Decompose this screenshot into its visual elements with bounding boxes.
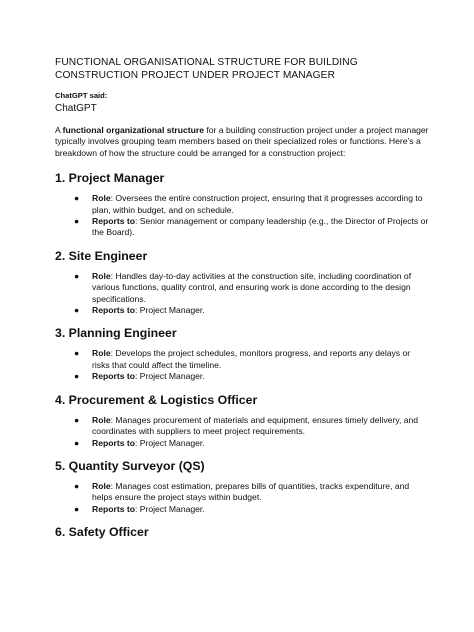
bullet-dot-icon: ● bbox=[74, 193, 80, 204]
reports-label: Reports to bbox=[92, 371, 135, 382]
bullet-list bbox=[55, 415, 430, 449]
section-heading: 1. Project Manager bbox=[55, 171, 165, 186]
bullet-dot-icon: ● bbox=[74, 348, 80, 359]
bullet-list bbox=[55, 271, 430, 317]
reports-label: Reports to bbox=[92, 503, 135, 514]
intro-paragraph bbox=[55, 125, 430, 159]
role-label: Role bbox=[92, 414, 111, 425]
section-safety-officer bbox=[55, 525, 430, 540]
role-label: Role bbox=[92, 193, 111, 204]
role-text: : Develops the project schedules, monitors progress, and reports any delays or risks that could affect the timeline. bbox=[92, 348, 411, 370]
section-heading: 4. Procurement & Logistics Officer bbox=[55, 392, 258, 407]
role-text: : Manages cost estimation, prepares bills of quantities, tracks expenditure, and helps ensure the project stays within budget. bbox=[92, 480, 410, 503]
role-text: : Handles day-to-day activities at the construction site, including coordination of various functions, quality control, and ensuring work is done according to the design specifications. bbox=[92, 270, 412, 304]
role-label: Role bbox=[92, 348, 111, 359]
bullet-list bbox=[55, 481, 430, 515]
section-heading: 3. Planning Engineer bbox=[55, 326, 177, 341]
bullet-reports-to bbox=[74, 503, 430, 515]
bullet-reports-to bbox=[74, 371, 430, 382]
section-quantity-surveyor bbox=[55, 459, 430, 515]
chatgpt-said-label: ChatGPT said: bbox=[55, 91, 108, 100]
bullet-dot-icon: ● bbox=[74, 270, 80, 281]
bullet-dot-icon: ● bbox=[74, 480, 80, 491]
bullet-reports-to bbox=[74, 216, 430, 239]
section-heading: 5. Quantity Surveyor (QS) bbox=[55, 458, 205, 473]
bullet-reports-to bbox=[74, 305, 430, 316]
bullet-reports-to bbox=[74, 437, 430, 449]
bullet-dot-icon: ● bbox=[74, 437, 80, 448]
reports-text: : Project Manager. bbox=[134, 371, 205, 382]
role-text: : Oversees the entire construction project, ensuring that it progresses according to plan, within budget, and on schedule. bbox=[92, 193, 423, 215]
bullet-role bbox=[74, 193, 430, 216]
reports-label: Reports to bbox=[92, 437, 135, 448]
bullet-role bbox=[74, 348, 430, 371]
document-title: FUNCTIONAL ORGANISATIONAL STRUCTURE FOR BUILDING CONSTRUCTION PROJECT UNDER PROJECT MANAGER bbox=[55, 57, 358, 81]
bullet-role bbox=[74, 414, 430, 438]
bullet-dot-icon: ● bbox=[74, 216, 80, 227]
document-page bbox=[55, 56, 430, 547]
bullet-role bbox=[74, 270, 430, 305]
intro-post: for a building construction project under a project manager typically involves grouping team members based on their specialized roles or functions. Here’s a breakdown of how the structure could be arranged for a construction project: bbox=[55, 125, 429, 158]
bullet-list bbox=[55, 193, 430, 239]
chatgpt-name: ChatGPT bbox=[55, 103, 97, 114]
bullet-role bbox=[74, 480, 430, 504]
reports-text: : Project Manager. bbox=[134, 503, 205, 514]
section-site-engineer bbox=[55, 249, 430, 317]
section-procurement-logistics-officer bbox=[55, 393, 430, 449]
intro-pre: A bbox=[55, 125, 63, 135]
intro-bold-term: functional organizational structure bbox=[62, 125, 204, 135]
role-text: : Manages procurement of materials and equipment, ensures timely delivery, and coordinates with suppliers to meet project requirements. bbox=[92, 414, 419, 437]
reports-text: : Project Manager. bbox=[134, 437, 205, 448]
section-heading: 2. Site Engineer bbox=[55, 248, 148, 263]
bullet-dot-icon: ● bbox=[74, 305, 80, 316]
reports-label: Reports to bbox=[92, 305, 135, 316]
reports-text: : Senior management or company leadership (e.g., the Director of Projects or the Board). bbox=[92, 216, 429, 238]
reports-text: : Project Manager. bbox=[134, 305, 205, 316]
bullet-dot-icon: ● bbox=[74, 371, 80, 382]
section-heading: 6. Safety Officer bbox=[55, 525, 149, 540]
role-label: Role bbox=[92, 270, 111, 281]
bullet-dot-icon: ● bbox=[74, 503, 80, 514]
reports-label: Reports to bbox=[92, 216, 135, 227]
role-label: Role bbox=[92, 480, 111, 491]
bullet-list bbox=[55, 348, 430, 382]
section-planning-engineer bbox=[55, 326, 430, 382]
section-project-manager bbox=[55, 171, 430, 239]
bullet-dot-icon: ● bbox=[74, 414, 80, 425]
